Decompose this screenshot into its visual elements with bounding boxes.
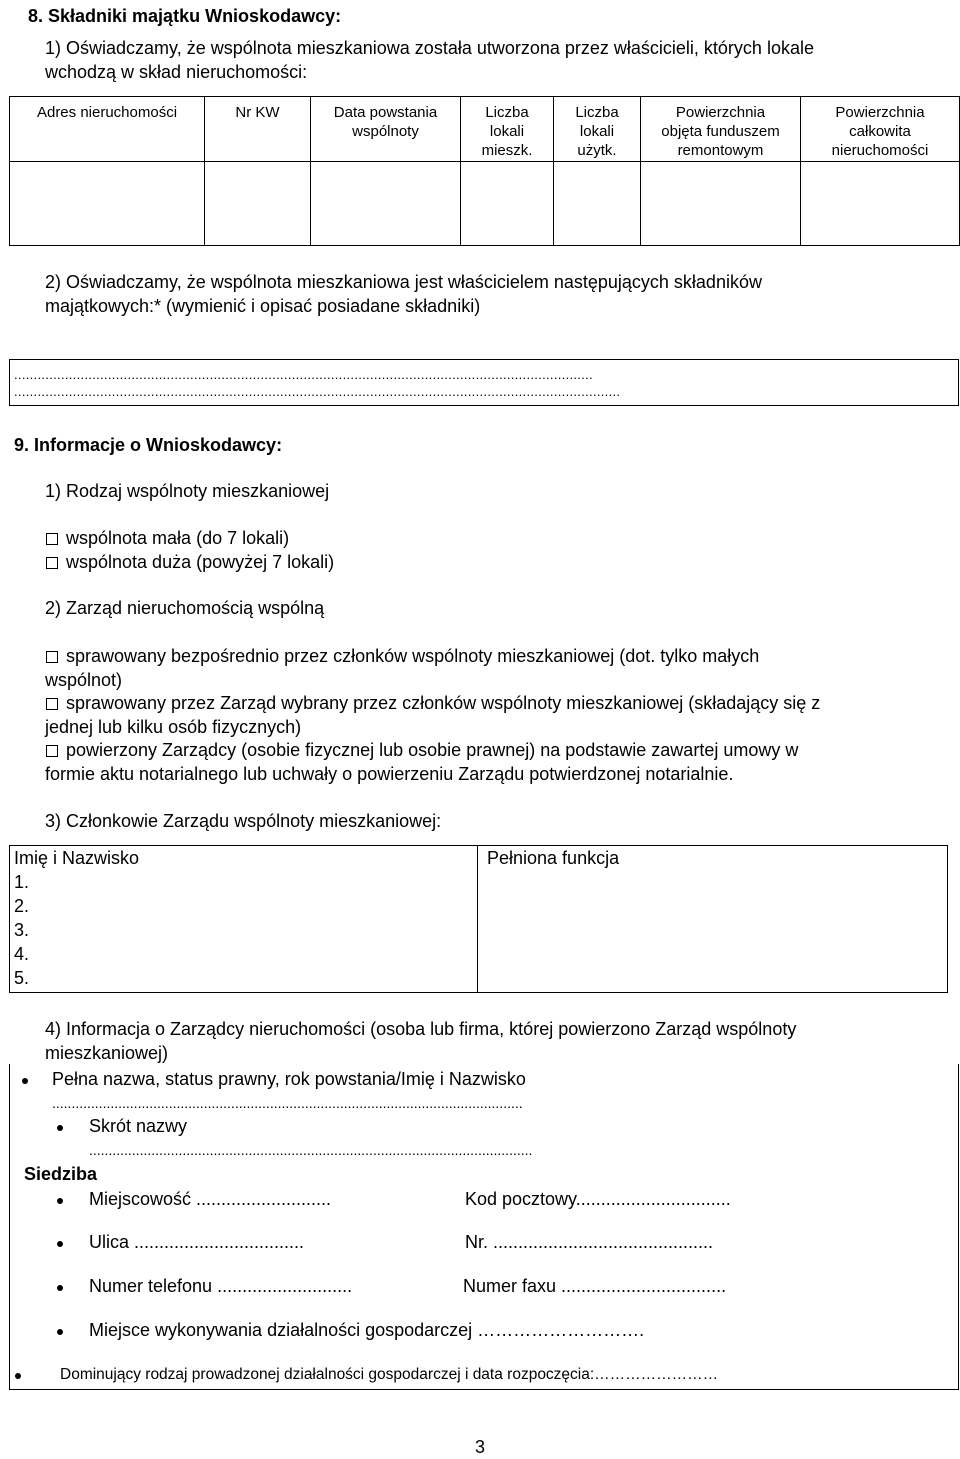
section-9-heading: 9. Informacje o Wnioskodawcy: — [14, 435, 283, 455]
checkbox-icon[interactable] — [46, 745, 58, 757]
header-address: Adres nieruchomości — [36, 104, 178, 121]
item1-line2: wchodzą w skład nieruchomości: — [45, 62, 308, 82]
bullet-icon — [57, 1125, 63, 1131]
street-field[interactable]: Ulica .................................. — [89, 1232, 305, 1252]
bullet-icon — [57, 1198, 63, 1204]
seat-label: Siedziba — [24, 1164, 98, 1184]
members-row[interactable]: 3. — [14, 920, 30, 940]
q4-line2: mieszkaniowej) — [45, 1043, 169, 1063]
business-place-field[interactable]: Miejsce wykonywania działalności gospodarczej ………………………. — [89, 1320, 645, 1340]
assets-dots-1: .................................................................................................................................................... — [14, 367, 593, 382]
q3-label: 3) Członkowie Zarządu wspólnoty mieszkaniowej: — [45, 811, 442, 831]
header-total-area: Powierzchnia całkowita nieruchomości — [831, 104, 929, 159]
option-large-community[interactable]: wspólnota duża (powyżej 7 lokali) — [46, 551, 334, 574]
option-mgmt-direct-cont: wspólnot) — [45, 670, 123, 690]
item2-line1: 2) Oświadczamy, że wspólnota mieszkaniowa jest właścicielem następujących składników — [45, 272, 762, 292]
postcode-field[interactable]: Kod pocztowy............................... — [465, 1189, 731, 1209]
bullet-icon — [15, 1373, 21, 1379]
option-mgmt-board-cont: jednej lub kilku osób fizycznych) — [45, 717, 302, 737]
q4-line1: 4) Informacja o Zarządcy nieruchomości (osoba lub firma, której powierzono Zarząd wspólnoty — [45, 1019, 797, 1039]
checkbox-icon[interactable] — [46, 533, 58, 545]
item2-line2: majątkowych:* (wymienić i opisać posiadane składniki) — [45, 296, 481, 316]
fax-field[interactable]: Numer faxu ................................. — [463, 1276, 727, 1296]
q2-label: 2) Zarząd nieruchomością wspólną — [45, 598, 325, 618]
header-residential-units: Liczba lokali mieszk. — [481, 104, 533, 159]
option-mgmt-manager-cont: formie aktu notarialnego lub uchwały o powierzeniu Zarządu potwierdzonej notarialnie. — [45, 764, 734, 784]
bullet-icon — [22, 1078, 28, 1084]
q1-label: 1) Rodzaj wspólnoty mieszkaniowej — [45, 481, 330, 501]
option-mgmt-board[interactable]: sprawowany przez Zarząd wybrany przez członków wspólnoty mieszkaniowej (składający się z — [46, 692, 820, 715]
short-name-label: Skrót nazwy — [89, 1116, 188, 1136]
members-row[interactable]: 5. — [14, 968, 30, 988]
option-small-community[interactable]: wspólnota mała (do 7 lokali) — [46, 527, 289, 550]
option-mgmt-direct[interactable]: sprawowany bezpośrednio przez członków wspólnoty mieszkaniowej (dot. tylko małych — [46, 645, 759, 668]
checkbox-icon[interactable] — [46, 698, 58, 710]
assets-dots-2: ........................................................................................................................................................... — [14, 384, 621, 399]
header-renovation-area: Powierzchnia objęta funduszem remontowym — [661, 104, 780, 159]
checkbox-icon[interactable] — [46, 557, 58, 569]
city-field[interactable]: Miejscowość ........................... — [89, 1189, 332, 1209]
bullet-icon — [57, 1329, 63, 1335]
header-founding-date: Data powstania wspólnoty — [333, 104, 438, 140]
item1-line1: 1) Oświadczamy, że wspólnota mieszkaniowa została utworzona przez właścicieli, których lokale — [45, 38, 814, 58]
members-row[interactable]: 1. — [14, 872, 30, 892]
members-row[interactable]: 2. — [14, 896, 30, 916]
header-kw-number: Nr KW — [235, 104, 280, 121]
full-name-field[interactable]: ......................................................................................................................... — [52, 1095, 523, 1111]
section-8-heading: 8. Składniki majątku Wnioskodawcy: — [28, 6, 342, 26]
short-name-field[interactable]: .................................................................................................................. — [89, 1142, 533, 1158]
dominant-activity-field[interactable]: Dominujący rodzaj prowadzonej działalności gospodarczej i data rozpoczęcia:…………………… — [60, 1366, 719, 1383]
checkbox-icon[interactable] — [46, 651, 58, 663]
phone-field[interactable]: Numer telefonu ........................... — [89, 1276, 353, 1296]
members-col-name: Imię i Nazwisko — [14, 848, 140, 868]
members-row[interactable]: 4. — [14, 944, 30, 964]
number-field[interactable]: Nr. ............................................ — [465, 1232, 714, 1252]
members-col-function: Pełniona funkcja — [487, 848, 620, 868]
bullet-icon — [57, 1285, 63, 1291]
option-mgmt-manager[interactable]: powierzony Zarządcy (osobie fizycznej lub osobie prawnej) na podstawie zawartej umowy w — [46, 739, 798, 762]
bullet-icon — [57, 1241, 63, 1247]
page-number: 3 — [475, 1437, 486, 1457]
header-commercial-units: Liczba lokali użytk. — [575, 104, 619, 159]
full-name-label: Pełna nazwa, status prawny, rok powstania/Imię i Nazwisko — [52, 1069, 526, 1089]
